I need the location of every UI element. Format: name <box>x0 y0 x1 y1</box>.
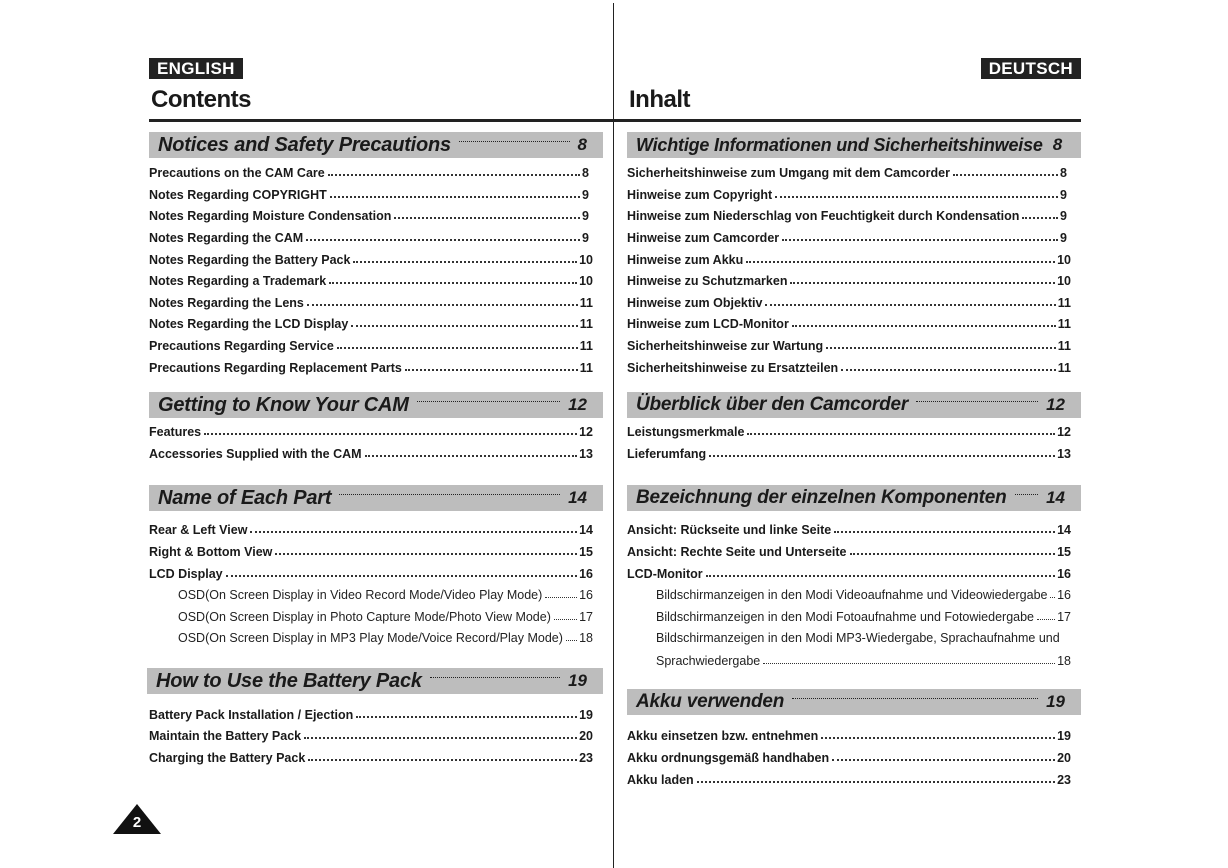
toc-label: Precautions Regarding Replacement Parts <box>149 361 402 375</box>
toc-item[interactable] <box>149 357 593 375</box>
toc-page: 8 <box>1060 166 1067 180</box>
toc-label: Leistungsmerkmale <box>627 425 745 439</box>
toc-item[interactable] <box>627 313 1071 331</box>
toc-page: 11 <box>579 317 593 331</box>
toc-item[interactable] <box>149 725 593 743</box>
page-title-english: Contents <box>151 86 251 113</box>
leader-dots <box>365 455 578 457</box>
leader-dots <box>916 401 1038 402</box>
toc-label: Charging the Battery Pack <box>149 751 306 765</box>
toc-page: 10 <box>1057 253 1071 267</box>
toc-page: 12 <box>579 425 593 439</box>
section-battery-pack[interactable] <box>147 668 603 694</box>
leader-dots <box>353 261 577 263</box>
toc-page: 11 <box>1057 339 1071 353</box>
toc-item[interactable] <box>627 292 1071 310</box>
section-title: Name of Each Part <box>158 486 332 509</box>
toc-label: Notes Regarding the LCD Display <box>149 317 349 331</box>
toc-item[interactable] <box>627 270 1071 288</box>
toc-page: 23 <box>579 751 593 765</box>
toc-item[interactable] <box>149 335 593 353</box>
leader-dots <box>545 597 577 598</box>
leader-dots <box>330 196 580 198</box>
leader-dots <box>308 759 577 761</box>
toc-label: Notes Regarding the CAM <box>149 231 304 245</box>
section-page: 19 <box>1046 692 1065 711</box>
toc-page: 11 <box>579 339 593 353</box>
toc-label: Ansicht: Rückseite und linke Seite <box>627 523 832 537</box>
leader-dots <box>792 698 1038 699</box>
toc-page: 9 <box>1060 188 1067 202</box>
toc-label: Rear & Left View <box>149 523 248 537</box>
toc-page: 18 <box>579 631 593 645</box>
toc-subitem[interactable] <box>656 584 1071 602</box>
toc-page: 17 <box>1057 610 1071 624</box>
toc-item[interactable] <box>149 313 593 331</box>
toc-label: Akku laden <box>627 773 694 787</box>
toc-page: 8 <box>582 166 589 180</box>
title-rule <box>149 119 613 122</box>
section-title: Bezeichnung der einzelnen Komponenten <box>636 487 1007 508</box>
toc-label: Hinweise zum Akku <box>627 253 744 267</box>
toc-page: 11 <box>579 296 593 310</box>
toc-page: 15 <box>579 545 593 559</box>
toc-label: Hinweise zum Niederschlag von Feuchtigkeit durch Kondensation <box>627 209 1020 223</box>
language-badge-deutsch: DEUTSCH <box>981 58 1081 79</box>
toc-page: 10 <box>1057 274 1071 288</box>
toc-item[interactable] <box>149 162 589 180</box>
leader-dots <box>405 369 578 371</box>
toc-label: LCD-Monitor <box>627 567 703 581</box>
toc-label: Ansicht: Rechte Seite und Unterseite <box>627 545 847 559</box>
toc-page: 16 <box>579 588 593 602</box>
toc-item[interactable] <box>149 563 593 581</box>
toc-item[interactable] <box>627 184 1067 202</box>
toc-label: Notes Regarding the Battery Pack <box>149 253 351 267</box>
column-divider <box>613 3 614 868</box>
leader-dots <box>782 239 1058 241</box>
page-number: 2 <box>132 814 142 831</box>
toc-label: Maintain the Battery Pack <box>149 729 302 743</box>
section-page: 14 <box>1046 488 1065 507</box>
toc-label: Lieferumfang <box>627 447 707 461</box>
leader-dots <box>953 174 1058 176</box>
toc-item[interactable] <box>627 725 1071 743</box>
toc-label: Sicherheitshinweise zur Wartung <box>627 339 824 353</box>
toc-label: Hinweise zum Objektiv <box>627 296 763 310</box>
toc-page: 11 <box>1057 361 1071 375</box>
toc-label: OSD(On Screen Display in MP3 Play Mode/Voice Record/Play Mode) <box>178 631 563 645</box>
leader-dots <box>826 347 1056 349</box>
toc-item[interactable] <box>149 270 593 288</box>
section-akku-verwenden[interactable] <box>627 689 1081 715</box>
toc-page: 9 <box>582 188 589 202</box>
section-bezeichnung[interactable] <box>627 485 1081 511</box>
toc-label: Akku einsetzen bzw. entnehmen <box>627 729 819 743</box>
toc-page: 12 <box>1057 425 1071 439</box>
toc-item[interactable] <box>627 205 1067 223</box>
leader-dots <box>765 304 1055 306</box>
toc-page: 13 <box>1057 447 1071 461</box>
toc-item[interactable] <box>627 249 1071 267</box>
toc-label: Bildschirmanzeigen in den Modi Videoaufnahme und Videowiedergabe <box>656 588 1048 602</box>
toc-label: Sprachwiedergabe <box>656 654 761 668</box>
leader-dots <box>328 174 580 176</box>
section-notices-safety[interactable] <box>149 132 603 158</box>
toc-label: Notes Regarding a Trademark <box>149 274 327 288</box>
toc-subitem[interactable] <box>656 606 1071 624</box>
leader-dots <box>1037 619 1055 620</box>
language-badge-english: ENGLISH <box>149 58 243 79</box>
leader-dots <box>356 716 577 718</box>
toc-page: 11 <box>1057 317 1071 331</box>
leader-dots <box>307 304 578 306</box>
leader-dots <box>832 759 1055 761</box>
toc-page: 14 <box>1057 523 1071 537</box>
toc-subitem[interactable] <box>656 627 1071 645</box>
leader-dots <box>792 325 1056 327</box>
leader-dots <box>850 553 1056 555</box>
toc-item[interactable] <box>627 747 1071 765</box>
leader-dots <box>394 217 580 219</box>
toc-item[interactable] <box>627 443 1071 461</box>
toc-label: Hinweise zum Copyright <box>627 188 773 202</box>
leader-dots <box>706 575 1055 577</box>
leader-dots <box>763 663 1055 664</box>
leader-dots <box>566 640 577 641</box>
toc-page: 9 <box>1060 209 1067 223</box>
toc-item[interactable] <box>149 541 593 559</box>
toc-label: Battery Pack Installation / Ejection <box>149 708 354 722</box>
section-name-of-each-part[interactable] <box>149 485 603 511</box>
toc-label: Bildschirmanzeigen in den Modi MP3-Wiedergabe, Sprachaufnahme und <box>656 631 1060 645</box>
leader-dots <box>821 737 1055 739</box>
toc-page: 15 <box>1057 545 1071 559</box>
toc-label: Bildschirmanzeigen in den Modi Fotoaufnahme und Fotowiedergabe <box>656 610 1035 624</box>
leader-dots <box>304 737 577 739</box>
toc-label: Sicherheitshinweise zum Umgang mit dem Camcorder <box>627 166 950 180</box>
toc-label: Notes Regarding Moisture Condensation <box>149 209 392 223</box>
toc-subitem[interactable] <box>178 584 593 602</box>
section-title: Getting to Know Your CAM <box>158 393 409 416</box>
toc-page: 13 <box>579 447 593 461</box>
toc-page: 9 <box>1060 231 1067 245</box>
leader-dots <box>1015 494 1039 495</box>
leader-dots <box>226 575 577 577</box>
toc-subitem[interactable] <box>178 606 593 624</box>
toc-item[interactable] <box>149 519 593 537</box>
leader-dots <box>417 401 560 402</box>
leader-dots <box>775 196 1058 198</box>
section-title: Überblick über den Camcorder <box>636 394 909 415</box>
toc-label: Sicherheitshinweise zu Ersatzteilen <box>627 361 839 375</box>
toc-item[interactable] <box>627 563 1071 581</box>
leader-dots <box>204 433 577 435</box>
toc-item[interactable] <box>149 421 593 439</box>
toc-item[interactable] <box>627 519 1071 537</box>
section-title: Wichtige Informationen und Sicherheitshinweise <box>636 134 1043 155</box>
toc-item[interactable] <box>627 421 1071 439</box>
leader-dots <box>351 325 577 327</box>
leader-dots <box>709 455 1055 457</box>
toc-label: Features <box>149 425 202 439</box>
toc-page: 9 <box>582 209 589 223</box>
toc-item[interactable] <box>149 747 593 765</box>
toc-label: Hinweise zum LCD-Monitor <box>627 317 789 331</box>
section-page: 8 <box>1052 135 1063 154</box>
toc-label: Hinweise zum Camcorder <box>627 231 780 245</box>
toc-page: 20 <box>1057 751 1071 765</box>
toc-item[interactable] <box>149 704 593 722</box>
toc-label: Right & Bottom View <box>149 545 273 559</box>
leader-dots <box>746 261 1055 263</box>
leader-dots <box>337 347 578 349</box>
toc-page: 11 <box>579 361 593 375</box>
toc-subitem[interactable] <box>656 650 1071 668</box>
leader-dots <box>747 433 1055 435</box>
toc-label: Akku ordnungsgemäß handhaben <box>627 751 830 765</box>
toc-label: OSD(On Screen Display in Photo Capture Mode/Photo View Mode) <box>178 610 551 624</box>
toc-label: LCD Display <box>149 567 223 581</box>
toc-page: 19 <box>1057 729 1071 743</box>
toc-page: 16 <box>579 567 593 581</box>
toc-label: Precautions Regarding Service <box>149 339 334 353</box>
section-title: Notices and Safety Precautions <box>158 133 451 156</box>
section-getting-to-know[interactable] <box>149 392 603 418</box>
leader-dots <box>1022 217 1058 219</box>
section-page: 12 <box>1046 395 1065 414</box>
toc-item[interactable] <box>149 184 589 202</box>
leader-dots <box>834 531 1055 533</box>
page-title-deutsch: Inhalt <box>629 86 690 113</box>
leader-dots <box>339 494 560 495</box>
section-page: 8 <box>577 135 587 154</box>
section-page: 19 <box>568 671 587 690</box>
toc-page: 9 <box>582 231 589 245</box>
section-wichtige-informationen[interactable] <box>627 132 1081 158</box>
toc-label: Accessories Supplied with the CAM <box>149 447 362 461</box>
toc-item[interactable] <box>627 357 1071 375</box>
toc-label: Hinweise zu Schutzmarken <box>627 274 788 288</box>
section-page: 14 <box>568 488 587 507</box>
section-ueberblick[interactable] <box>627 392 1081 418</box>
toc-item[interactable] <box>627 769 1071 787</box>
leader-dots <box>459 141 570 142</box>
toc-item[interactable] <box>627 162 1067 180</box>
toc-label: Notes Regarding the Lens <box>149 296 304 310</box>
toc-item[interactable] <box>627 541 1071 559</box>
toc-page: 14 <box>579 523 593 537</box>
leader-dots <box>329 282 577 284</box>
leader-dots <box>554 619 577 620</box>
toc-page: 23 <box>1057 773 1071 787</box>
toc-page: 19 <box>579 708 593 722</box>
toc-label: Precautions on the CAM Care <box>149 166 325 180</box>
toc-page: 10 <box>579 274 593 288</box>
toc-label: Notes Regarding COPYRIGHT <box>149 188 327 202</box>
title-rule <box>614 119 1081 122</box>
leader-dots <box>275 553 577 555</box>
leader-dots <box>430 677 560 678</box>
toc-page: 17 <box>579 610 593 624</box>
leader-dots <box>790 282 1055 284</box>
leader-dots <box>250 531 577 533</box>
toc-subitem[interactable] <box>178 627 593 645</box>
toc-label: OSD(On Screen Display in Video Record Mode/Video Play Mode) <box>178 588 543 602</box>
toc-item[interactable] <box>149 249 593 267</box>
leader-dots <box>1050 597 1055 598</box>
section-page: 12 <box>568 395 587 414</box>
leader-dots <box>697 781 1055 783</box>
section-title: Akku verwenden <box>636 691 785 712</box>
toc-page: 10 <box>579 253 593 267</box>
toc-page: 18 <box>1057 654 1071 668</box>
leader-dots <box>306 239 580 241</box>
toc-item[interactable] <box>627 227 1067 245</box>
toc-item[interactable] <box>627 335 1071 353</box>
toc-page: 16 <box>1057 588 1071 602</box>
section-title: How to Use the Battery Pack <box>156 669 422 692</box>
toc-item[interactable] <box>149 205 589 223</box>
leader-dots <box>841 369 1056 371</box>
toc-page: 11 <box>1057 296 1071 310</box>
toc-page: 16 <box>1057 567 1071 581</box>
toc-item[interactable] <box>149 227 589 245</box>
toc-item[interactable] <box>149 443 593 461</box>
toc-item[interactable] <box>149 292 593 310</box>
toc-page: 20 <box>579 729 593 743</box>
